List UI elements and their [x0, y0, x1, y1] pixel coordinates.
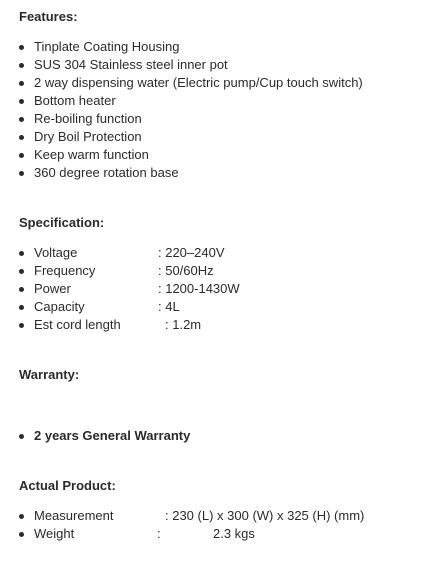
spec-label: Power [34, 281, 71, 296]
spec-value: : 50/60Hz [158, 263, 214, 278]
product-label: Weight [34, 526, 75, 541]
product-label: Measurement [34, 508, 114, 523]
spec-value: : 1.2m [165, 317, 202, 332]
feature-text: Dry Boil Protection [34, 129, 142, 144]
feature-text: 2 way dispensing water (Electric pump/Cup touch switch) [34, 75, 363, 90]
features-heading: Features: [19, 9, 78, 24]
bullet-icon [19, 305, 24, 310]
bullet-icon [19, 532, 24, 537]
spec-label: Capacity [34, 299, 85, 314]
warranty-text: 2 years General Warranty [34, 428, 191, 443]
product-colon: : [157, 526, 161, 541]
feature-text: Tinplate Coating Housing [34, 39, 180, 54]
feature-text: 360 degree rotation base [34, 165, 179, 180]
feature-text: Bottom heater [34, 93, 116, 108]
product-value: 2.3 kgs [213, 526, 255, 541]
bullet-icon [19, 81, 24, 86]
actual-product-heading: Actual Product: [19, 478, 116, 493]
bullet-icon [19, 323, 24, 328]
bullet-icon [19, 63, 24, 68]
feature-text: SUS 304 Stainless steel inner pot [34, 57, 228, 72]
bullet-icon [19, 251, 24, 256]
feature-text: Re-boiling function [34, 111, 142, 126]
bullet-icon [19, 135, 24, 140]
bullet-icon [19, 514, 24, 519]
spec-label: Voltage [34, 245, 78, 260]
bullet-icon [19, 99, 24, 104]
bullet-icon [19, 269, 24, 274]
bullet-icon [19, 45, 24, 50]
specification-heading: Specification: [19, 215, 105, 230]
bullet-icon [19, 117, 24, 122]
bullet-icon [19, 171, 24, 176]
spec-value: : 220–240V [158, 245, 225, 260]
spec-value: : 4L [158, 299, 180, 314]
spec-label: Frequency [34, 263, 96, 278]
product-value: : 230 (L) x 300 (W) x 325 (H) (mm) [165, 508, 365, 523]
warranty-heading: Warranty: [19, 367, 80, 382]
spec-label: Est cord length [34, 317, 121, 332]
spec-value: : 1200-1430W [158, 281, 240, 296]
bullet-icon [19, 434, 24, 439]
bullet-icon [19, 287, 24, 292]
bullet-icon [19, 153, 24, 158]
feature-text: Keep warm function [34, 147, 149, 162]
